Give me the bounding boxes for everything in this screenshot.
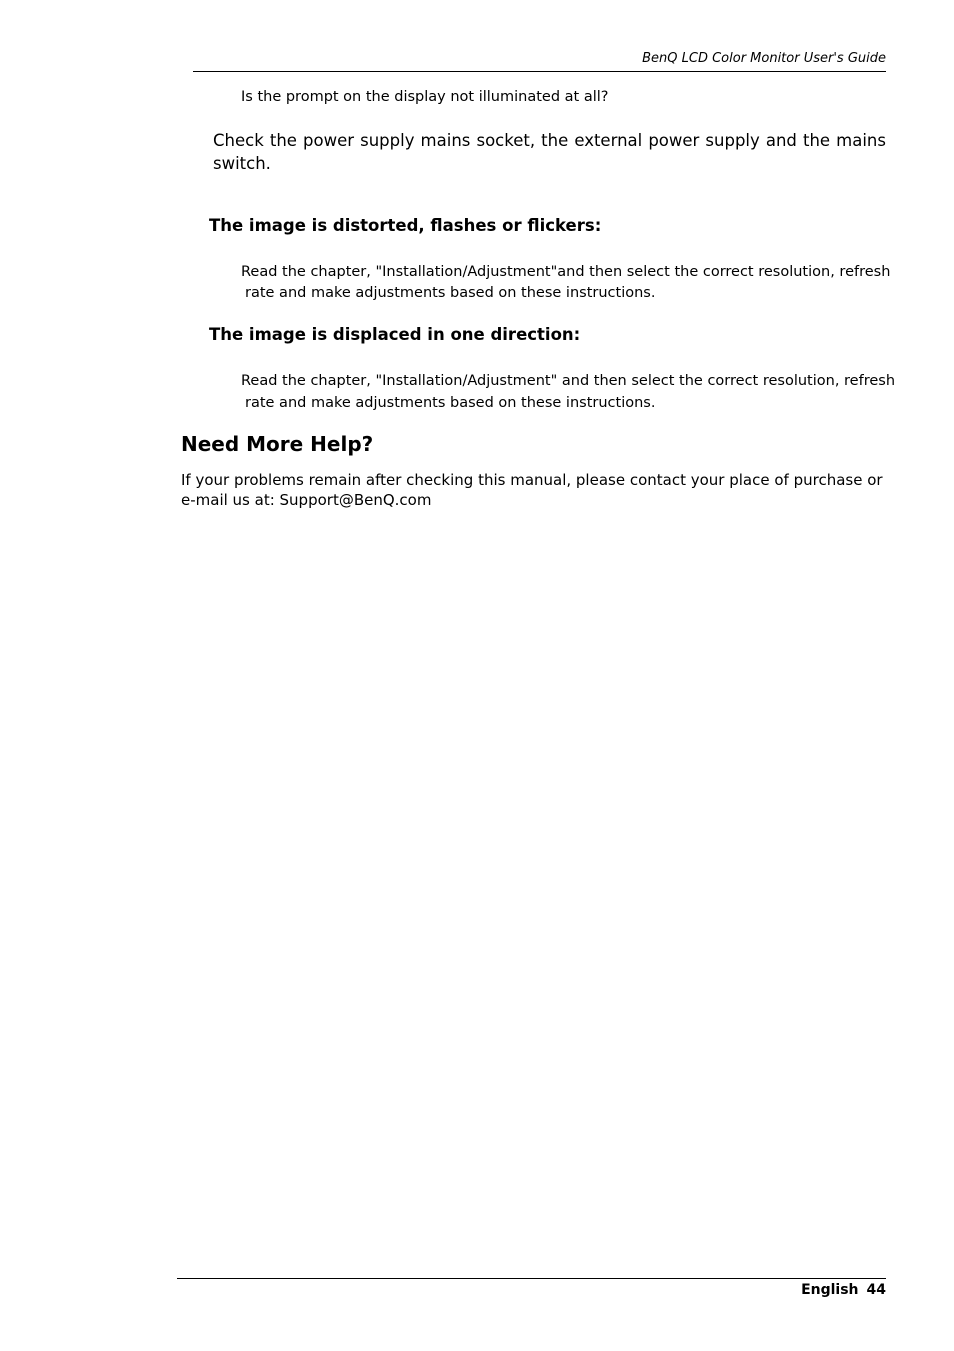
page-number: 44 bbox=[866, 1282, 886, 1298]
prompt-answer: Check the power supply mains socket, the external power supply and the mains switch. bbox=[213, 131, 886, 173]
running-header: BenQ LCD Color Monitor User's Guide bbox=[642, 51, 886, 66]
help-text: If your problems remain after checking this manual, please contact your place of purchase or e-mail us at: Support@BenQ.com bbox=[181, 471, 883, 509]
footer-language: English bbox=[801, 1282, 859, 1298]
prompt-question: Is the prompt on the display not illuminated at all? bbox=[241, 89, 609, 105]
distorted-text-line2: rate and make adjustments based on these instructions. bbox=[245, 285, 656, 301]
header-divider bbox=[193, 71, 886, 72]
distorted-text-line1: Read the chapter, "Installation/Adjustment"and then select the correct resolution, refresh bbox=[241, 264, 891, 280]
heading-distorted: The image is distorted, flashes or flickers: bbox=[209, 216, 602, 235]
heading-displaced: The image is displaced in one direction: bbox=[209, 325, 581, 344]
page-footer bbox=[801, 1282, 886, 1298]
footer-divider bbox=[177, 1278, 886, 1279]
displaced-text-line2: rate and make adjustments based on these instructions. bbox=[245, 395, 656, 411]
section-title-help: Need More Help? bbox=[181, 432, 374, 456]
displaced-text-line1: Read the chapter, "Installation/Adjustment" and then select the correct resolution, refresh bbox=[241, 373, 896, 389]
